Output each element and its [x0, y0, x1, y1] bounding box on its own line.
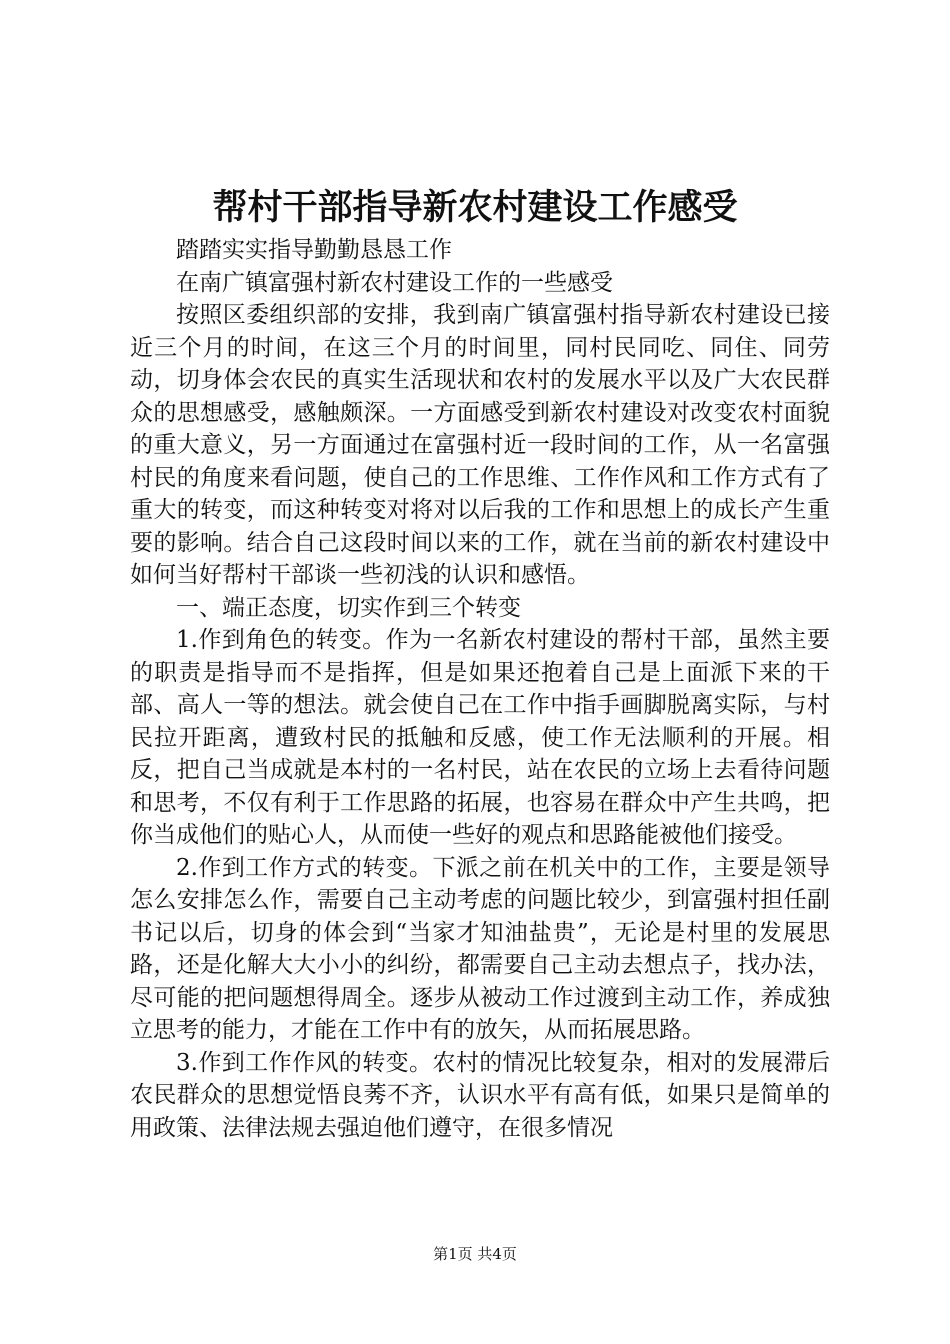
subtitle-line-1: 踏踏实实指导勤勤恳恳工作: [176, 237, 452, 263]
point-3-paragraph: 3.作到工作作风的转变。农村的情况比较复杂，相对的发展滞后农民群众的思想觉悟良莠不齐，认识水平有高有低，如果只是简单的用政策、法律法规去强迫他们遵守，在很多情况: [130, 1049, 830, 1141]
intro-paragraph: 按照区委组织部的安排，我到南广镇富强村指导新农村建设已接近三个月的时间，在这三个月的时间里，同村民同吃、同住、同劳动，切身体会农民的真实生活现状和农村的发展水平以及广大农民群众的思想感受，感触颇深。一方面感受到新农村建设对改变农村面貌的重大意义，另一方面通过在富强村近一段时间的工作，从一名富强村民的角度来看问题，使自己的工作思维、工作作风和工作方式有了重大的转变，而这种转变对将对以后我的工作和思想上的成长产生重要的影响。结合自己这段时间以来的工作，就在当前的新农村建设中如何当好帮村干部谈一些初浅的认识和感悟。: [130, 302, 830, 588]
document-title: 帮村干部指导新农村建设工作感受: [212, 187, 738, 228]
point-2-paragraph: 2.作到工作方式的转变。下派之前在机关中的工作，主要是领导怎么安排怎么作，需要自己主动考虑的问题比较少，到富强村担任副书记以后，切身的体会到“当家才知油盐贵”，无论是村里的发展思路，还是化解大大小小的纠纷，都需要自己主动去想点子，找办法，尽可能的把问题想得周全。逐步从被动工作过渡到主动工作，养成独立思考的能力，才能在工作中有的放矢，从而拓展思路。: [130, 854, 830, 1043]
subtitle-line-2: 在南广镇富强村新农村建设工作的一些感受: [176, 269, 613, 296]
page-footer: 第1页 共4页: [433, 1245, 517, 1263]
document-body: [130, 234, 830, 1144]
section-heading-1: 一、端正态度，切实作到三个转变: [176, 594, 521, 621]
point-1-paragraph: 1.作到角色的转变。作为一名新农村建设的帮村干部，虽然主要的职责是指导而不是指挥，但是如果还抱着自己是上面派下来的干部、高人一等的想法。就会使自己在工作中指手画脚脱离实际，与村民拉开距离，遭致村民的抵触和反感，使工作无法顺利的开展。相反，把自己当成就是本村的一名村民，站在农民的立场上去看待问题和思考，不仅有利于工作思路的拓展，也容易在群众中产生共鸣，把你当成他们的贴心人，从而使一些好的观点和思路能被他们接受。: [130, 627, 830, 848]
